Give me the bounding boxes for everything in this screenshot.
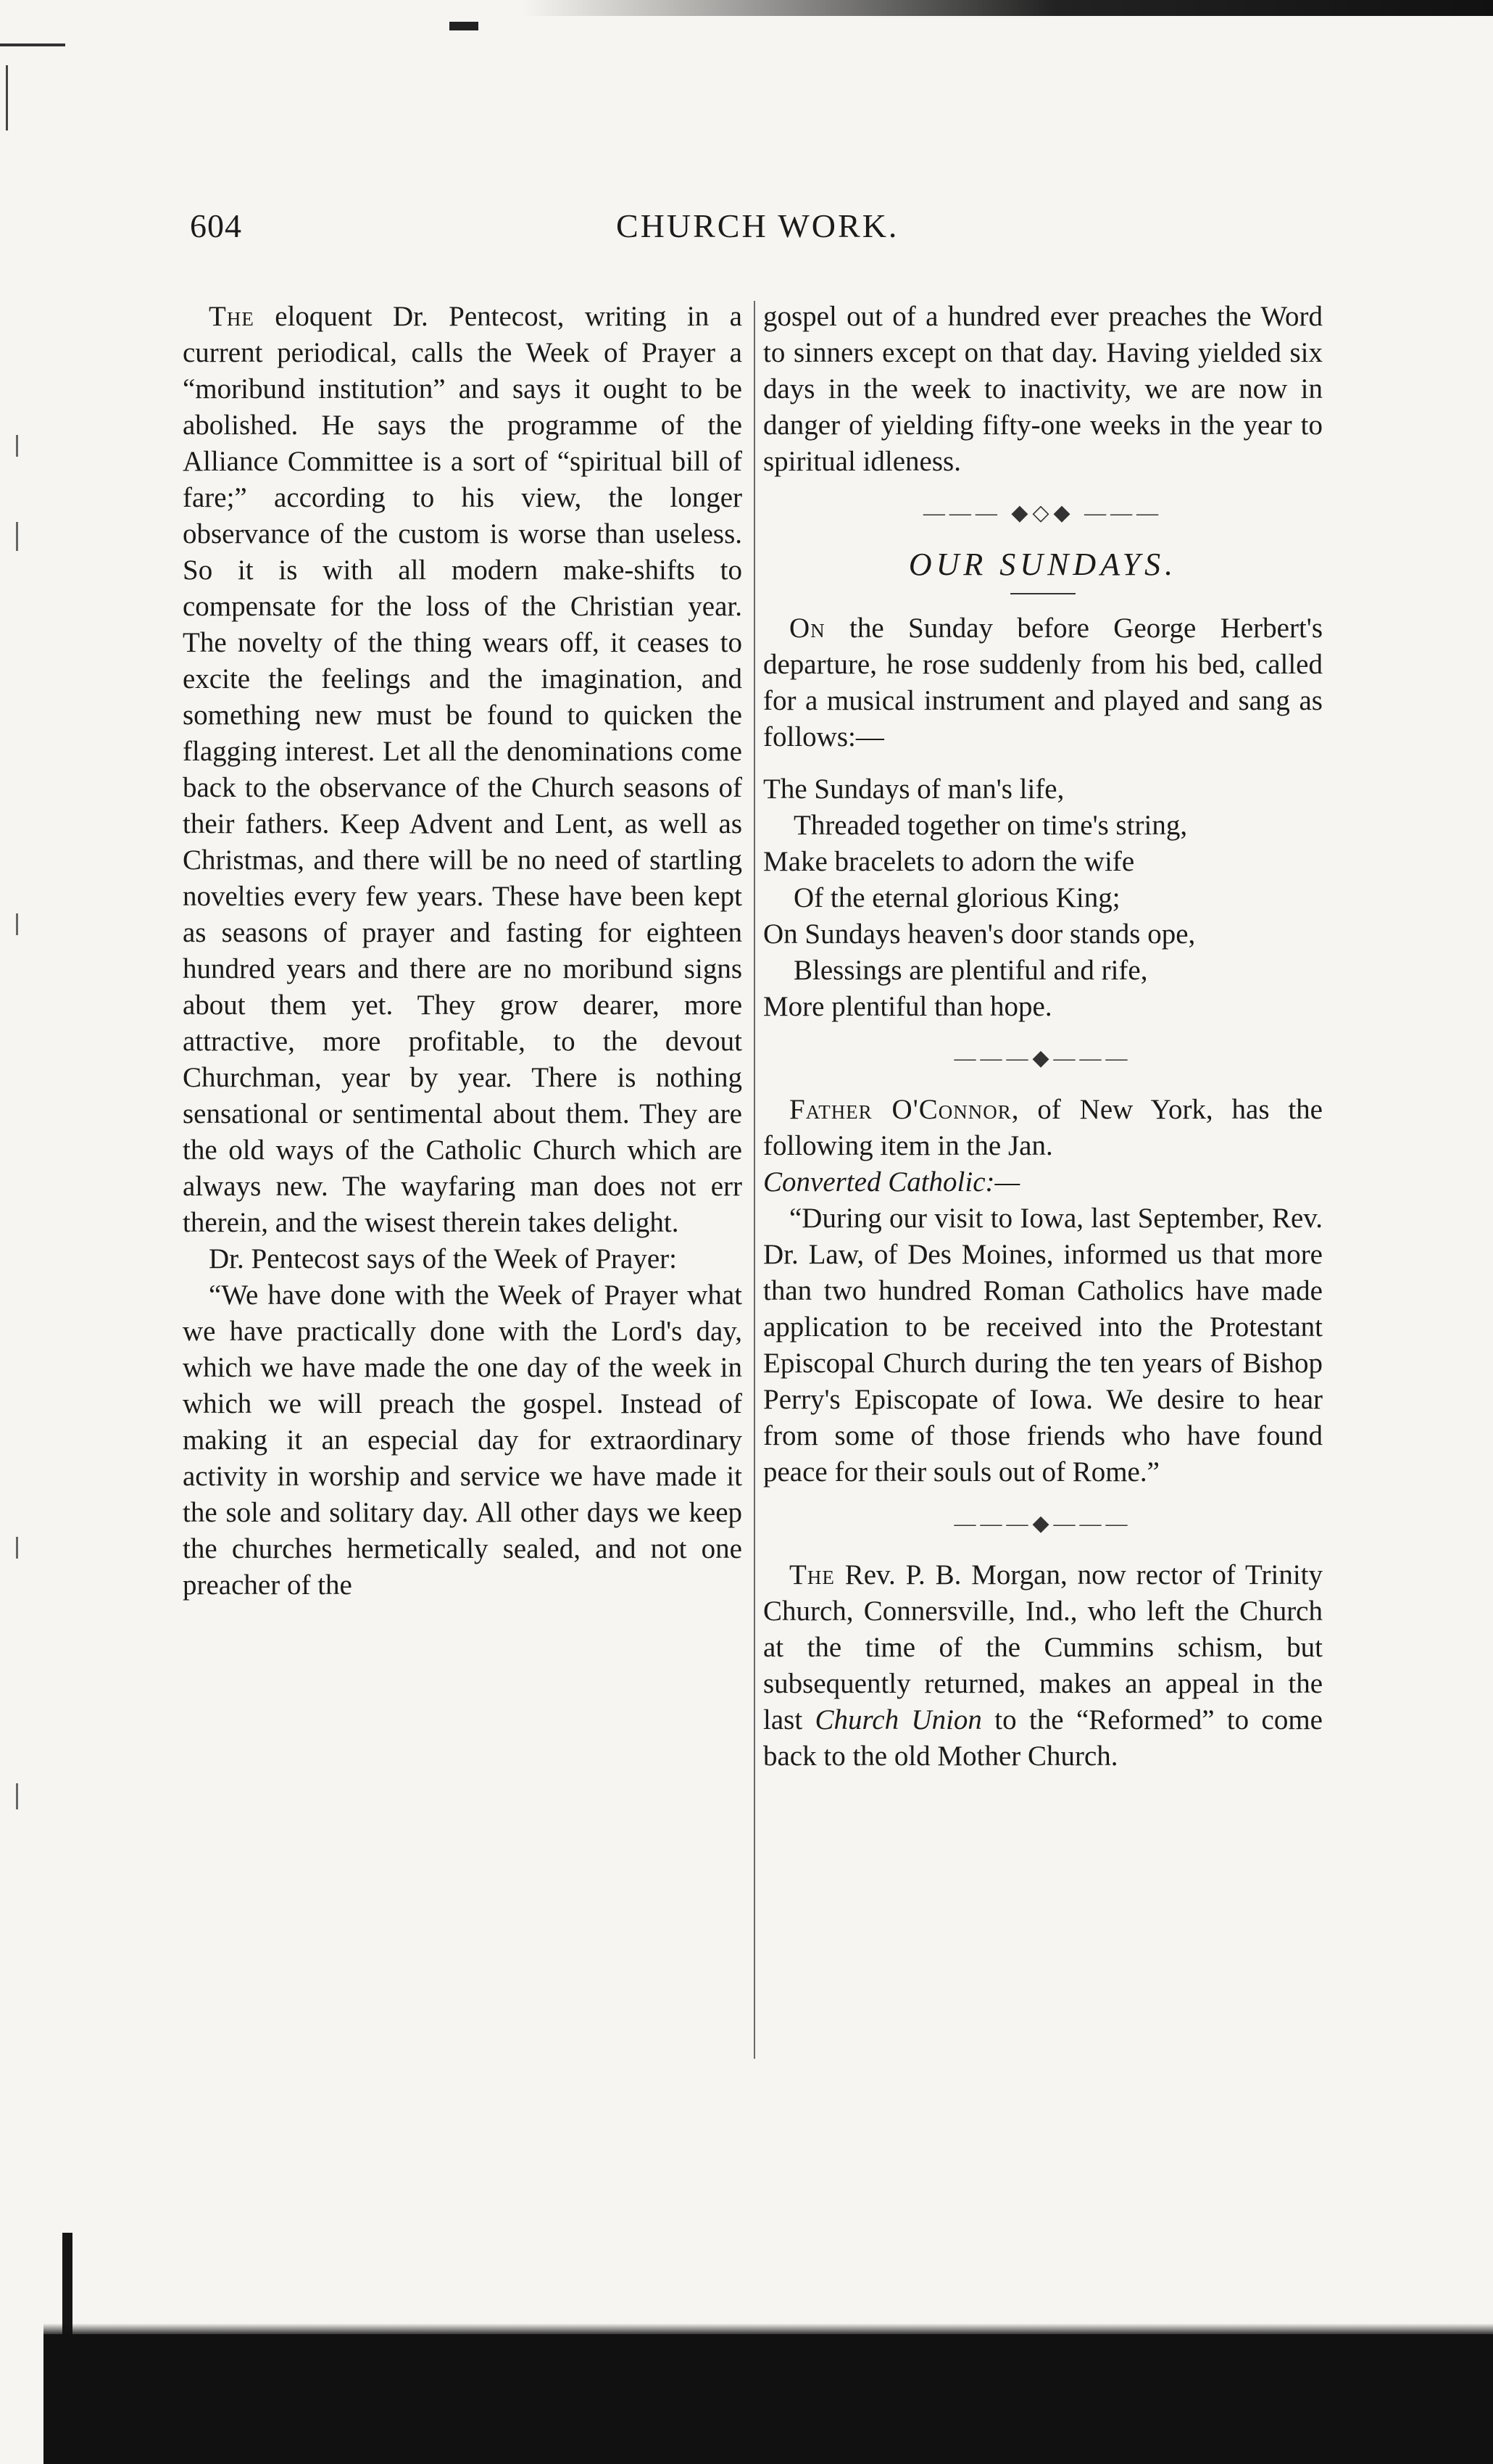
poem-line: The Sundays of man's life, xyxy=(763,773,1065,805)
pentecost-intro-paragraph: Dr. Pentecost says of the Week of Prayer: xyxy=(209,1243,677,1274)
lead-word: The xyxy=(209,301,254,332)
paragraph-text: to the “Reformed” to come back to the old Mother Church. xyxy=(763,1704,1323,1772)
title-rule xyxy=(1010,593,1076,594)
section-ornament: ——— ◆◇◆ ——— xyxy=(923,501,1163,525)
pentecost-quote-paragraph: “We have done with the Week of Prayer what we have practically done with the Lord's day, which we have made the one day of the week in which we will preach the gospel. Instead of making it an especial day for extraordinary activity in worship and service we have made it the sole and solitary day. All other days we keep the churches hermetically sealed, and not one preacher of the xyxy=(183,1279,742,1601)
paragraph-text: eloquent Dr. Pentecost, writing in a current periodical, calls the Week of Prayer a “moribund institution” and says it ought to be abolished. He says the programme of the Alliance Committee is a sort of “spiritual bill of fare;” according to his view, the longer observance of the custom is worse than useless. So it is with all modern make-shifts to compensate for the loss of the Christian year. The novelty of the thing wears off, it ceases to excite the feelings and the imagination, and something new must be found to quicken the flagging interest. Let all the denominations come back to the observance of the Church seasons of their fathers. Keep Advent and Lent, as well as Christmas, and there will be no need of startling novelties every few years. These have been kept as seasons of prayer and fasting for eighteen hundred years and there are no moribund signs about them yet. They grow dearer, more attractive, more profitable, to the devout Churchman, year by year. There is nothing sensational or sentimental about them. They are the old ways of the Catholic Church which are always new. The wayfaring man does not err therein, and the wisest therein takes delight. xyxy=(183,301,742,1238)
section-ornament: ———◆——— xyxy=(954,1511,1132,1535)
scan-top-edge xyxy=(522,0,1493,16)
poem-line: Of the eternal glorious King; xyxy=(794,882,1120,913)
lead-name: Father O'Connor xyxy=(789,1094,1012,1125)
poem xyxy=(763,771,1323,1025)
poem-line: More plentiful than hope. xyxy=(763,991,1052,1022)
poem-line: Blessings are plentiful and rife, xyxy=(794,955,1148,986)
left-column xyxy=(183,299,742,1604)
lead-word: On xyxy=(789,613,825,644)
running-head: CHURCH WORK. xyxy=(616,207,899,244)
right-column xyxy=(763,299,1323,1775)
margin-tick xyxy=(16,1783,18,1809)
scan-bottom-edge xyxy=(43,2334,1493,2464)
oconnor-paragraph xyxy=(763,1092,1323,1164)
iowa-quote-paragraph: “During our visit to Iowa, last September, Rev. Dr. Law, of Des Moines, informed us that more than two hundred Roman Catholics have made application to be received into the Protestant Episcopal Church during the ten years of Bishop Perry's Episcopate of Iowa. We desire to hear from some of those friends who have found peace for their souls out of Rome.” xyxy=(763,1203,1323,1488)
margin-tick xyxy=(16,522,18,551)
paragraph-text: Rev. P. B. Morgan, now rector of Trinity Church, Connersville, Ind., who left the Church at the time of the Cummins schism, but subsequently returned, makes an appeal in the last xyxy=(763,1559,1323,1735)
scan-left-edge xyxy=(6,65,8,130)
publication-name: Church Union xyxy=(815,1704,982,1735)
quote-continuation-paragraph: gospel out of a hundred ever preaches the Word to sinners except on that day. Having yielded six days in the week to inactivity, we are now in danger of yielding fifty-one weeks in the year to spiritual idleness. xyxy=(763,301,1323,477)
herbert-intro-paragraph xyxy=(763,610,1323,755)
margin-tick xyxy=(16,435,18,457)
section-title: OUR SUNDAYS. xyxy=(908,547,1178,582)
lead-word: The xyxy=(789,1559,835,1590)
paragraph-text: the Sunday before George Herbert's departure, he rose suddenly from his bed, called for a musical instrument and played and sang as follows:— xyxy=(763,613,1323,752)
poem-line: On Sundays heaven's door stands ope, xyxy=(763,918,1196,950)
poem-line: Make bracelets to adorn the wife xyxy=(763,846,1135,877)
paragraph-text: , of New York, has the following item in the Jan. xyxy=(763,1094,1323,1161)
margin-tick xyxy=(16,913,18,935)
section-ornament: ———◆——— xyxy=(954,1046,1132,1070)
scan-mark xyxy=(449,22,478,30)
poem-line: Threaded together on time's string, xyxy=(794,810,1188,841)
morgan-paragraph xyxy=(763,1557,1323,1775)
article-pentecost-paragraph xyxy=(183,299,742,1241)
scan-corner-mark xyxy=(0,43,65,46)
column-divider xyxy=(754,301,755,2059)
page-number: 604 xyxy=(190,207,242,244)
margin-tick xyxy=(16,1537,18,1559)
publication-name: Converted Catholic:— xyxy=(763,1166,1020,1198)
